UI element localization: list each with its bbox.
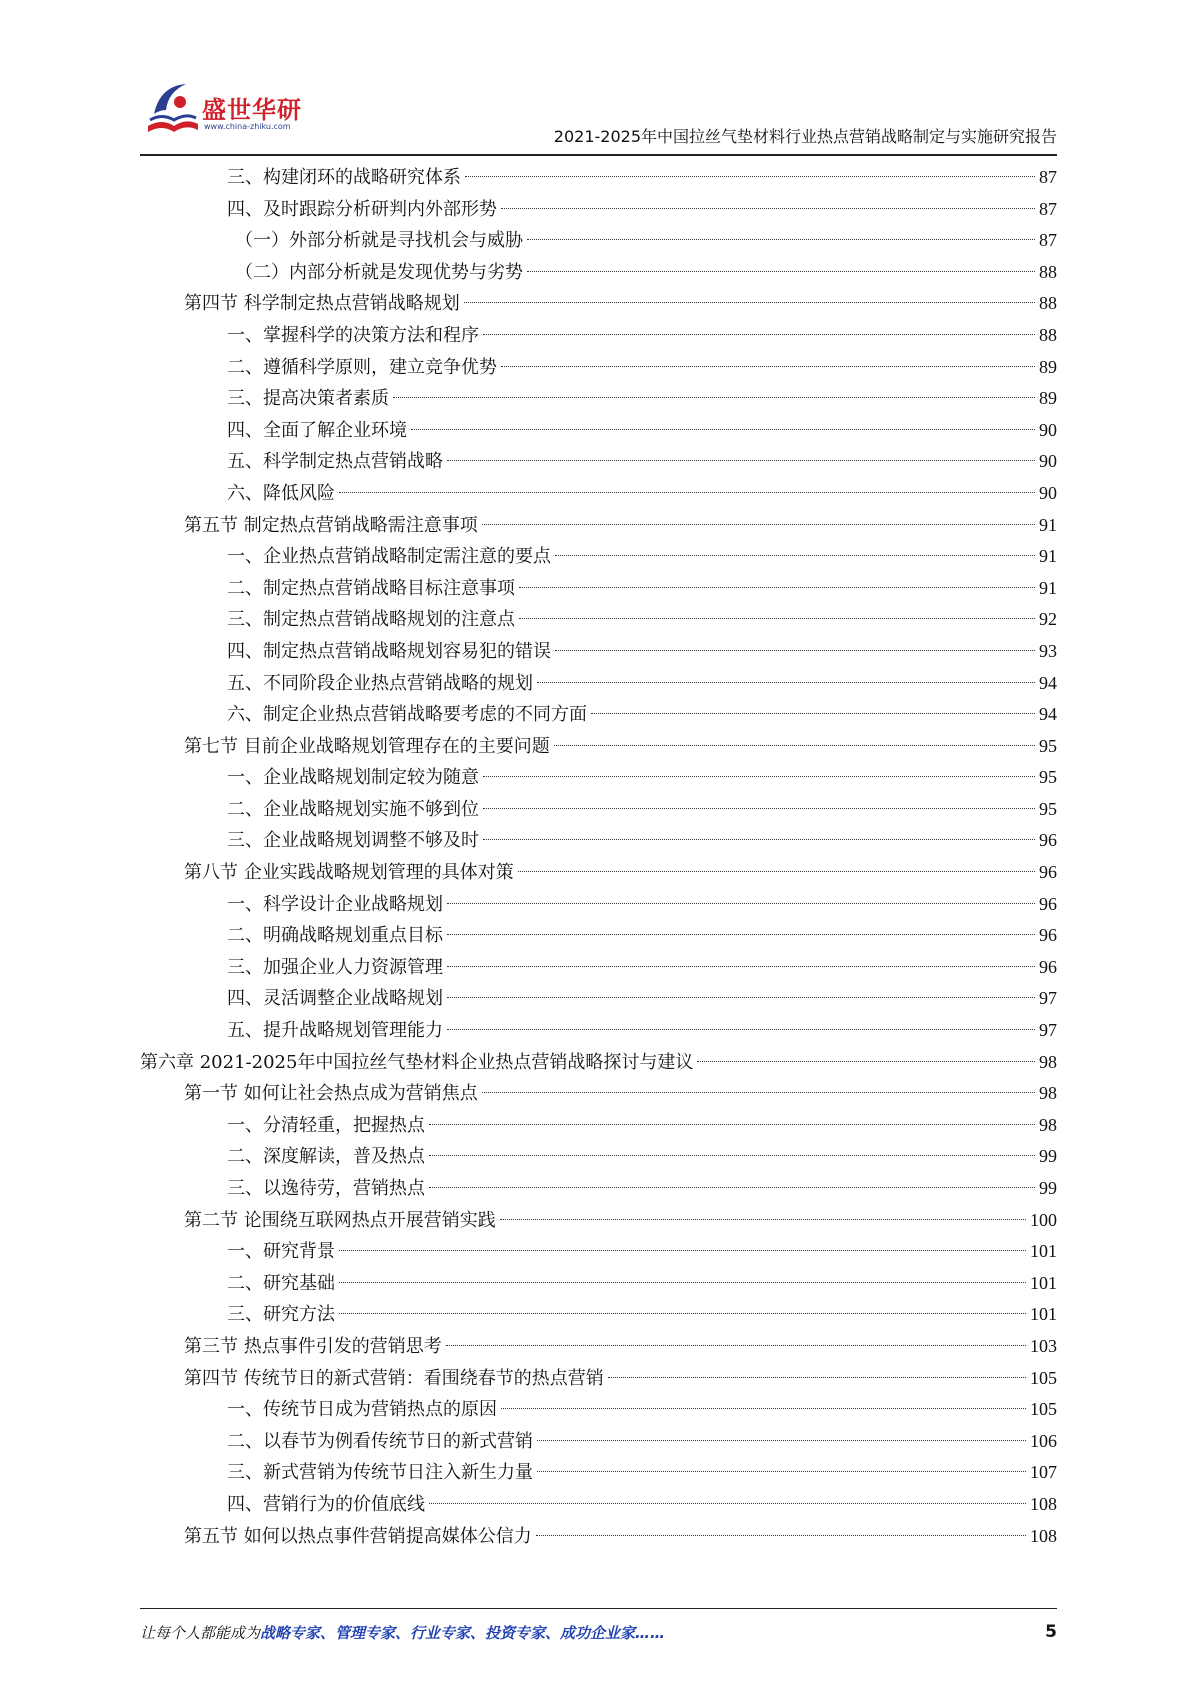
toc-entry[interactable] — [140, 1141, 1057, 1173]
toc-entry[interactable] — [140, 1457, 1057, 1489]
toc-entry-title: 二、制定热点营销战略目标注意事项 — [227, 577, 515, 599]
dot-leader — [554, 745, 1035, 746]
toc-entry-title: 第四节 传统节日的新式营销：看围绕春节的热点营销 — [184, 1367, 604, 1389]
toc-entry-page: 96 — [1039, 830, 1057, 851]
dot-leader — [411, 429, 1035, 430]
footer-divider — [140, 1608, 1057, 1609]
toc-entry-page: 87 — [1039, 198, 1057, 219]
page-number: 5 — [1045, 1622, 1057, 1642]
toc-entry[interactable] — [140, 731, 1057, 763]
toc-entry-title: 一、科学设计企业战略规划 — [227, 893, 443, 915]
toc-entry[interactable] — [140, 1173, 1057, 1205]
dot-leader — [447, 460, 1035, 461]
toc-entry[interactable] — [140, 1521, 1057, 1553]
toc-entry[interactable] — [140, 825, 1057, 857]
toc-entry-page: 101 — [1030, 1304, 1057, 1325]
toc-entry-title: 四、全面了解企业环境 — [227, 419, 407, 441]
toc-entry[interactable] — [140, 636, 1057, 668]
table-of-contents — [140, 162, 1057, 1552]
slogan-prefix: 让每个人都能成为 — [140, 1624, 261, 1642]
dot-leader — [339, 1282, 1026, 1283]
toc-entry-title: 二、遵循科学原则，建立竞争优势 — [227, 356, 497, 378]
toc-entry[interactable] — [140, 510, 1057, 542]
toc-entry[interactable] — [140, 1236, 1057, 1268]
toc-entry[interactable] — [140, 668, 1057, 700]
dot-leader — [447, 966, 1035, 967]
toc-entry[interactable] — [140, 288, 1057, 320]
dot-leader — [608, 1377, 1026, 1378]
toc-entry-title: 四、制定热点营销战略规划容易犯的错误 — [227, 640, 551, 662]
logo-url: www.china-zhiku.com — [204, 122, 291, 131]
dot-leader — [527, 271, 1035, 272]
toc-entry[interactable] — [140, 194, 1057, 226]
page-header — [140, 80, 1057, 150]
dot-leader — [447, 934, 1035, 935]
toc-entry[interactable] — [140, 1363, 1057, 1395]
toc-entry-title: 一、分清轻重，把握热点 — [227, 1114, 425, 1136]
dot-leader — [464, 302, 1035, 303]
dot-leader — [447, 903, 1035, 904]
dot-leader — [537, 682, 1035, 683]
toc-entry[interactable] — [140, 1015, 1057, 1047]
dot-leader — [446, 1345, 1026, 1346]
toc-entry-page: 88 — [1039, 293, 1057, 314]
toc-entry-title: 五、不同阶段企业热点营销战略的规划 — [227, 672, 533, 694]
toc-entry-page: 94 — [1039, 704, 1057, 725]
dot-leader — [447, 997, 1035, 998]
toc-entry-page: 90 — [1039, 482, 1057, 503]
toc-entry-title: 四、及时跟踪分析研判内外部形势 — [227, 198, 497, 220]
toc-entry[interactable] — [140, 257, 1057, 289]
toc-entry-page: 106 — [1030, 1430, 1057, 1451]
toc-entry-title: 二、明确战略规划重点目标 — [227, 925, 443, 947]
toc-entry[interactable] — [140, 383, 1057, 415]
book-swoosh-icon — [140, 80, 200, 136]
toc-entry[interactable] — [140, 1205, 1057, 1237]
dot-leader — [555, 555, 1035, 556]
dot-leader — [483, 776, 1035, 777]
company-logo — [140, 80, 370, 140]
toc-entry-page: 91 — [1039, 514, 1057, 535]
toc-entry[interactable] — [140, 162, 1057, 194]
dot-leader — [519, 618, 1035, 619]
toc-entry[interactable] — [140, 573, 1057, 605]
toc-entry-title: 二、深度解读，普及热点 — [227, 1146, 425, 1168]
toc-entry-title: 一、掌握科学的决策方法和程序 — [227, 324, 479, 346]
toc-entry-page: 88 — [1039, 261, 1057, 282]
dot-leader — [501, 366, 1035, 367]
toc-entry-page: 96 — [1039, 862, 1057, 883]
dot-leader — [483, 808, 1035, 809]
toc-entry[interactable] — [140, 1426, 1057, 1458]
toc-entry-title: （一）外部分析就是寻找机会与威胁 — [235, 230, 523, 252]
header-divider — [140, 154, 1057, 156]
toc-entry[interactable] — [140, 1489, 1057, 1521]
toc-entry-page: 96 — [1039, 925, 1057, 946]
toc-entry-title: 第七节 目前企业战略规划管理存在的主要问题 — [184, 735, 550, 757]
slogan-highlight: 战略专家、管理专家、行业专家、投资专家、成功企业家…… — [260, 1624, 666, 1642]
toc-entry-page: 96 — [1039, 893, 1057, 914]
toc-entry[interactable] — [140, 478, 1057, 510]
toc-entry[interactable] — [140, 952, 1057, 984]
dot-leader — [429, 1187, 1035, 1188]
toc-entry-page: 105 — [1030, 1367, 1057, 1388]
toc-entry-title: 第八节 企业实践战略规划管理的具体对策 — [184, 862, 514, 884]
toc-entry-title: 三、研究方法 — [227, 1304, 335, 1326]
toc-entry-title: 六、降低风险 — [227, 482, 335, 504]
toc-entry-page: 89 — [1039, 356, 1057, 377]
toc-entry-page: 90 — [1039, 451, 1057, 472]
dot-leader — [501, 1408, 1026, 1409]
toc-entry[interactable] — [140, 699, 1057, 731]
toc-entry[interactable] — [140, 983, 1057, 1015]
toc-entry[interactable] — [140, 1047, 1057, 1079]
toc-entry-page: 94 — [1039, 672, 1057, 693]
toc-entry-title: 第二节 论围绕互联网热点开展营销实践 — [184, 1209, 496, 1231]
toc-entry-title: 三、构建闭环的战略研究体系 — [227, 167, 461, 188]
toc-entry[interactable] — [140, 794, 1057, 826]
toc-entry-title: 三、新式营销为传统节日注入新生力量 — [227, 1462, 533, 1484]
dot-leader — [483, 839, 1035, 840]
toc-entry-page: 100 — [1030, 1209, 1057, 1230]
dot-leader — [555, 650, 1035, 651]
toc-entry-title: 四、灵活调整企业战略规划 — [227, 988, 443, 1010]
toc-entry[interactable] — [140, 541, 1057, 573]
report-title: 2021-2025年中国拉丝气垫材料行业热点营销战略制定与实施研究报告 — [553, 127, 1057, 146]
dot-leader — [339, 492, 1035, 493]
toc-entry-title: 一、企业热点营销战略制定需注意的要点 — [227, 546, 551, 568]
dot-leader — [339, 1250, 1026, 1251]
toc-entry-title: 第四节 科学制定热点营销战略规划 — [184, 293, 460, 315]
dot-leader — [482, 1092, 1035, 1093]
toc-entry-page: 107 — [1030, 1462, 1057, 1483]
toc-entry[interactable] — [140, 446, 1057, 478]
dot-leader — [483, 334, 1035, 335]
toc-entry-title: 二、以春节为例看传统节日的新式营销 — [227, 1430, 533, 1452]
toc-entry-page: 91 — [1039, 577, 1057, 598]
toc-entry-page: 88 — [1039, 324, 1057, 345]
toc-entry[interactable] — [140, 225, 1057, 257]
dot-leader — [429, 1155, 1035, 1156]
page-footer — [140, 1622, 1057, 1652]
toc-entry-page: 108 — [1030, 1525, 1057, 1546]
toc-entry-title: 五、科学制定热点营销战略 — [227, 451, 443, 473]
toc-entry-page: 99 — [1039, 1146, 1057, 1167]
dot-leader — [429, 1124, 1035, 1125]
toc-entry-page: 96 — [1039, 956, 1057, 977]
toc-entry-page: 108 — [1030, 1493, 1057, 1514]
toc-entry-page: 105 — [1030, 1399, 1057, 1420]
toc-entry-page: 99 — [1039, 1178, 1057, 1198]
toc-entry[interactable] — [140, 1299, 1057, 1331]
toc-entry[interactable] — [140, 1110, 1057, 1142]
toc-entry-title: 第一节 如何让社会热点成为营销焦点 — [184, 1083, 478, 1105]
toc-entry-title: 一、企业战略规划制定较为随意 — [227, 767, 479, 789]
toc-entry[interactable] — [140, 857, 1057, 889]
toc-entry[interactable] — [140, 762, 1057, 794]
toc-entry[interactable] — [140, 920, 1057, 952]
toc-entry-title: 第三节 热点事件引发的营销思考 — [184, 1335, 442, 1357]
logo-name: 盛世华研 — [202, 96, 302, 124]
toc-entry[interactable] — [140, 1331, 1057, 1363]
dot-leader — [697, 1061, 1035, 1062]
toc-entry-title: 三、企业战略规划调整不够及时 — [227, 830, 479, 852]
toc-entry-page: 91 — [1039, 546, 1057, 567]
dot-leader — [339, 1313, 1026, 1314]
dot-leader — [536, 1535, 1026, 1536]
dot-leader — [518, 871, 1035, 872]
toc-entry-page: 95 — [1039, 767, 1057, 788]
toc-entry-page: 101 — [1030, 1272, 1057, 1293]
toc-entry[interactable] — [140, 1078, 1057, 1110]
dot-leader — [519, 587, 1035, 588]
toc-entry[interactable] — [140, 415, 1057, 447]
toc-entry-page: 97 — [1039, 988, 1057, 1009]
toc-entry[interactable] — [140, 889, 1057, 921]
toc-entry-title: 一、研究背景 — [227, 1241, 335, 1263]
toc-entry-title: （二）内部分析就是发现优势与劣势 — [235, 261, 523, 283]
dot-leader — [482, 524, 1035, 525]
toc-entry-title: 四、营销行为的价值底线 — [227, 1493, 425, 1515]
dot-leader — [527, 239, 1035, 240]
dot-leader — [537, 1440, 1026, 1441]
toc-entry-title: 二、研究基础 — [227, 1272, 335, 1294]
toc-entry-title: 五、提升战略规划管理能力 — [227, 1020, 443, 1042]
toc-entry-page: 95 — [1039, 735, 1057, 756]
toc-entry-page: 97 — [1039, 1020, 1057, 1041]
toc-entry[interactable] — [140, 1268, 1057, 1300]
toc-entry-title: 三、以逸待劳，营销热点 — [227, 1178, 425, 1199]
toc-entry-page: 92 — [1039, 609, 1057, 630]
toc-entry-title: 第六章 2021-2025年中国拉丝气垫材料企业热点营销战略探讨与建议 — [140, 1051, 694, 1073]
toc-entry-page: 95 — [1039, 798, 1057, 819]
toc-entry-page: 87 — [1039, 230, 1057, 251]
toc-entry-title: 一、传统节日成为营销热点的原因 — [227, 1399, 497, 1421]
toc-entry-title: 六、制定企业热点营销战略要考虑的不同方面 — [227, 704, 587, 726]
toc-entry[interactable] — [140, 320, 1057, 352]
dot-leader — [500, 1219, 1026, 1220]
toc-entry-title: 三、提高决策者素质 — [227, 388, 389, 410]
dot-leader — [393, 397, 1035, 398]
toc-entry-page: 103 — [1030, 1335, 1057, 1356]
toc-entry-page: 101 — [1030, 1241, 1057, 1262]
toc-entry-page: 90 — [1039, 419, 1057, 440]
dot-leader — [465, 176, 1035, 177]
toc-entry-title: 三、加强企业人力资源管理 — [227, 956, 443, 978]
dot-leader — [429, 1503, 1026, 1504]
toc-entry[interactable] — [140, 352, 1057, 384]
toc-entry-title: 二、企业战略规划实施不够到位 — [227, 798, 479, 820]
dot-leader — [447, 1029, 1035, 1030]
toc-entry-page: 87 — [1039, 167, 1057, 187]
toc-entry[interactable] — [140, 1394, 1057, 1426]
dot-leader — [501, 208, 1035, 209]
toc-entry-title: 第五节 制定热点营销战略需注意事项 — [184, 514, 478, 536]
toc-entry[interactable] — [140, 604, 1057, 636]
toc-entry-page: 98 — [1039, 1114, 1057, 1135]
toc-entry-title: 第五节 如何以热点事件营销提高媒体公信力 — [184, 1525, 532, 1547]
toc-entry-page: 98 — [1039, 1083, 1057, 1104]
dot-leader — [591, 713, 1035, 714]
toc-entry-page: 89 — [1039, 388, 1057, 409]
toc-entry-page: 98 — [1039, 1051, 1057, 1072]
dot-leader — [537, 1471, 1026, 1472]
toc-entry-page: 93 — [1039, 640, 1057, 661]
toc-entry-title: 三、制定热点营销战略规划的注意点 — [227, 609, 515, 631]
